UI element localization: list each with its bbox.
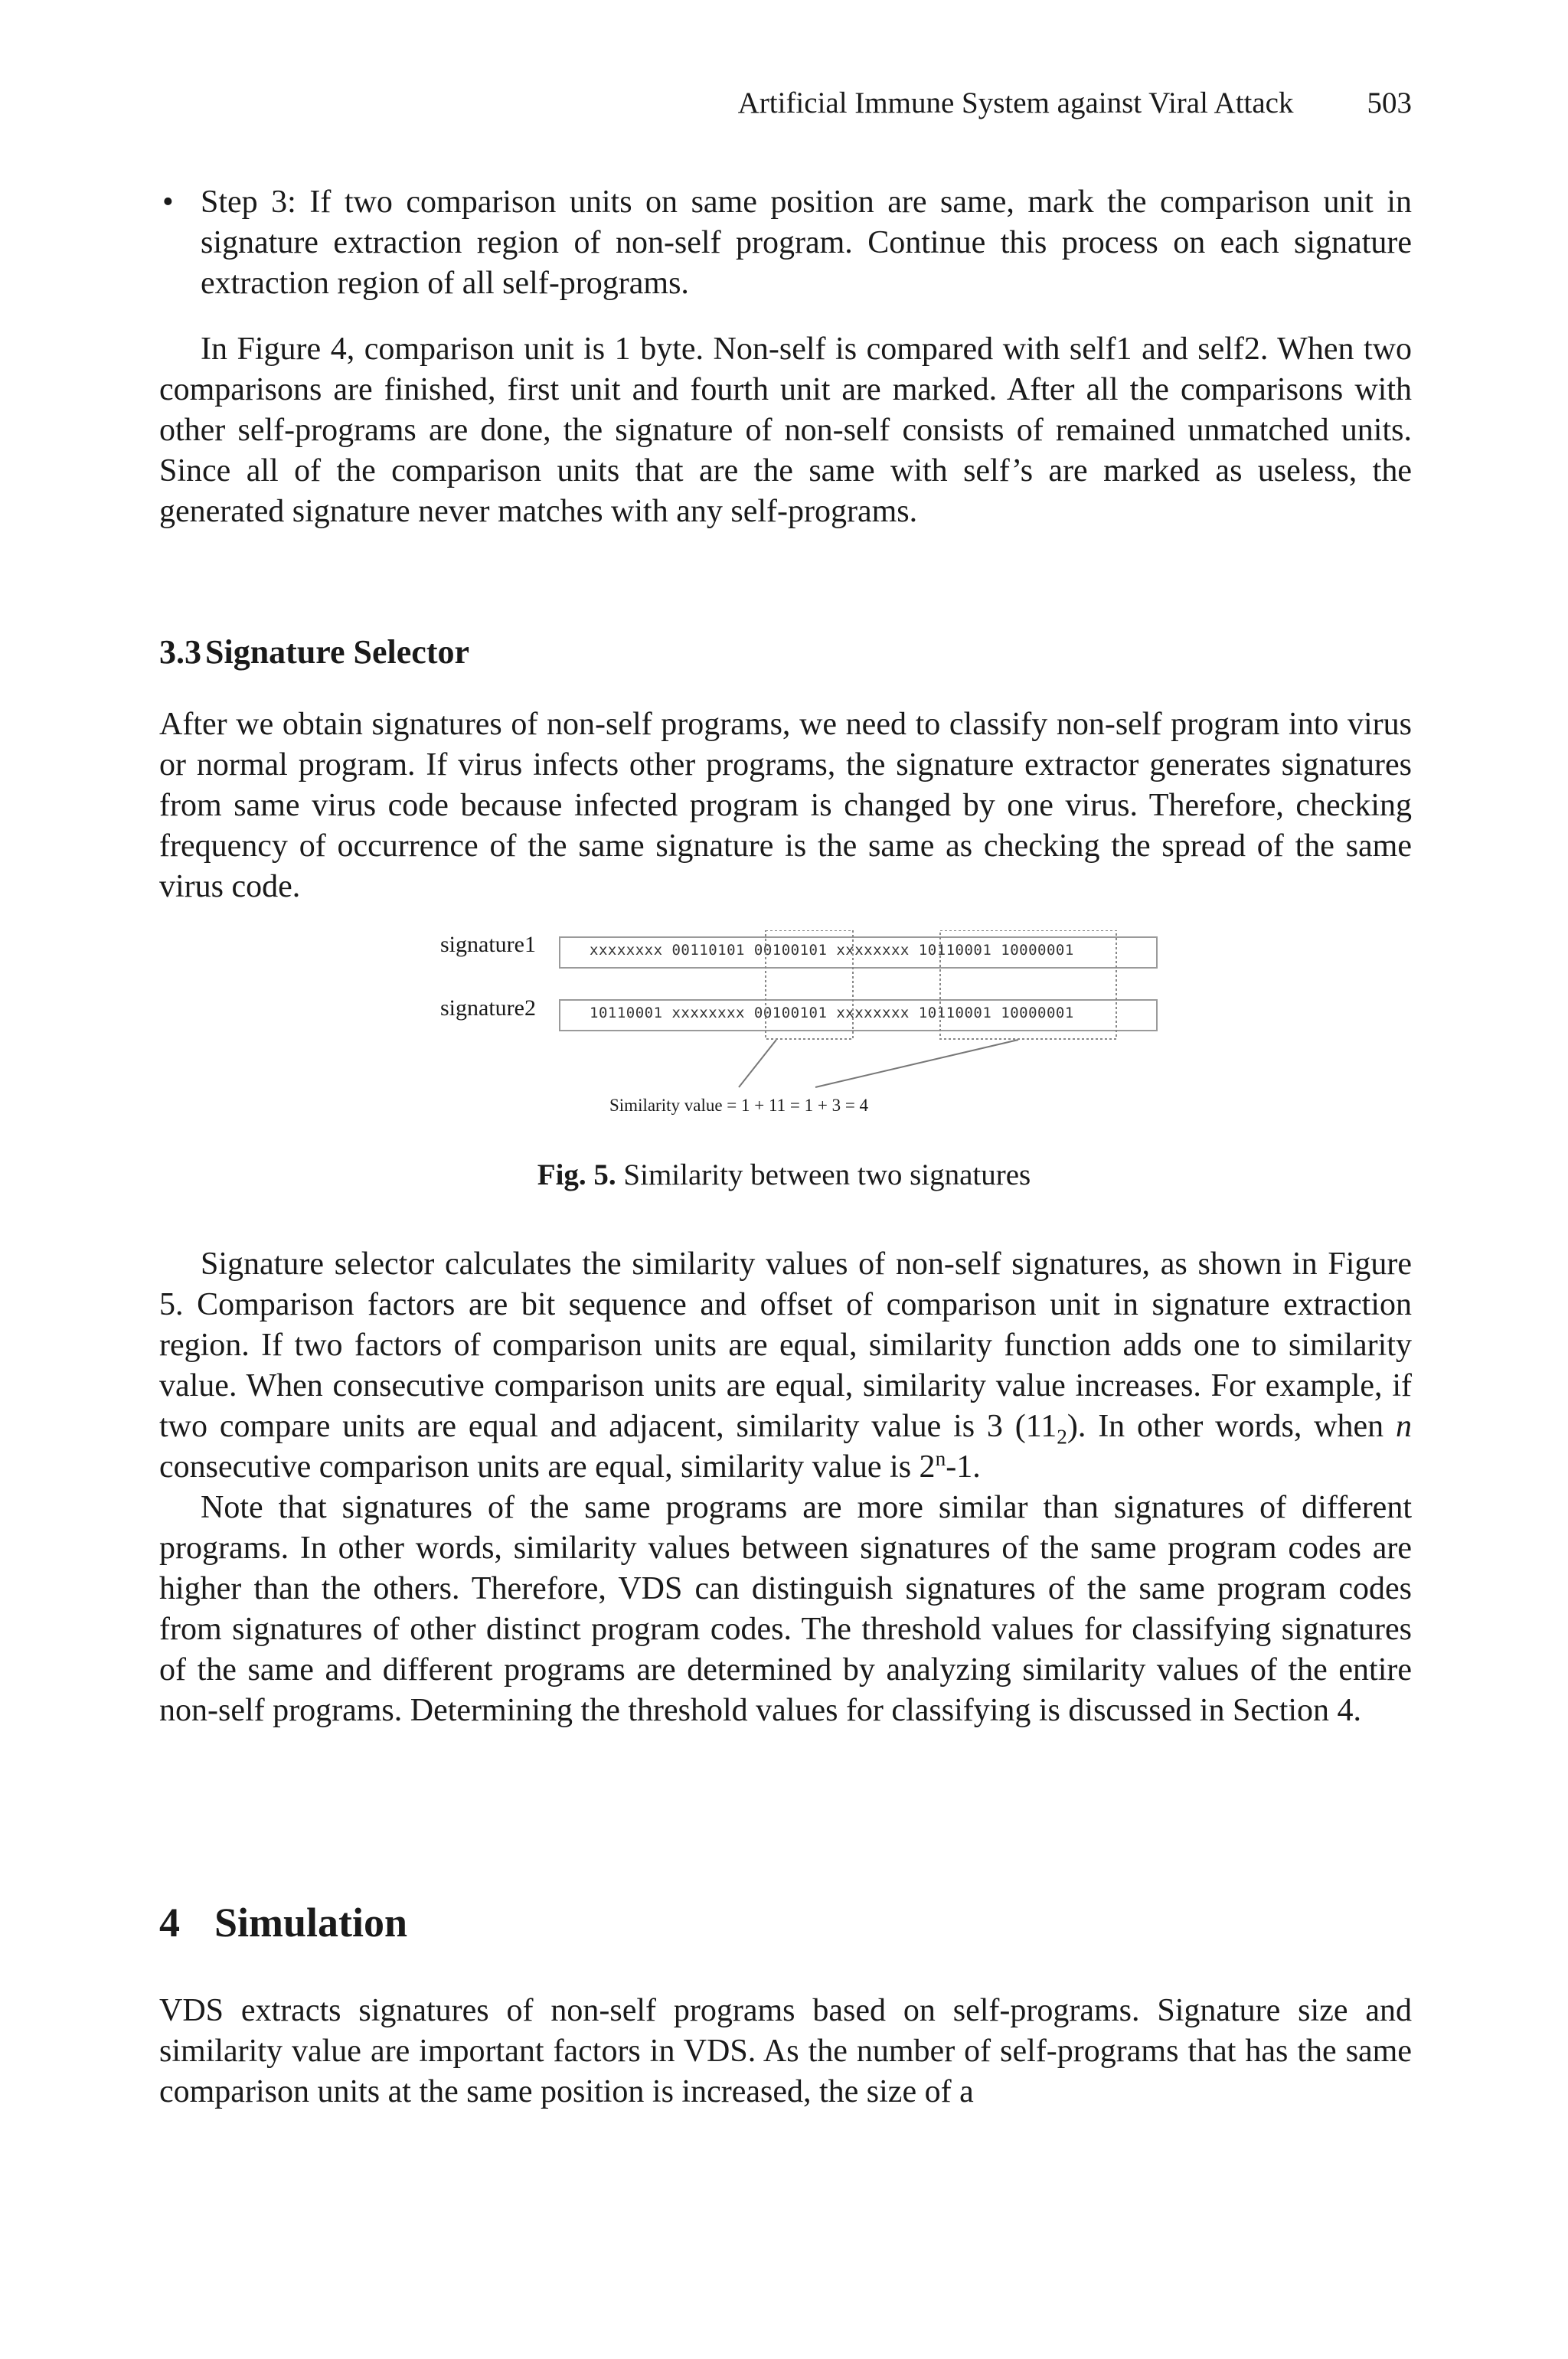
variable-n: n [1396,1409,1412,1444]
figure-5-caption [0,1158,1568,1192]
section-title: Simulation [214,1900,408,1946]
signature2-label: signature2 [440,995,536,1021]
subscript-2: 2 [1057,1425,1067,1449]
similarity-text-part4: -1. [946,1449,981,1485]
leader-line-unit3 [739,1040,776,1087]
page-number: 503 [1367,87,1412,119]
signature2-bits: 10110001 xxxxxxxx 00100101 xxxxxxxx 10110001 10000001 [590,1005,1074,1021]
paragraph-note-text: Note that signatures of the same programs are more similar than signatures of different programs. In other words, similarity values between signatures of the same program codes are higher than the others. Therefore, VDS can distinguish signatures of the same program codes from signatures of other distinct program codes. The threshold values for classifying signatures of the same and different programs are determined by analyzing similarity values of the entire non-self programs. Determining the threshold values for classifying is discussed in Section 4. [159,1490,1412,1728]
paragraph-figure4-text: In Figure 4, comparison unit is 1 byte. Non-self is compared with self1 and self2. When two comparisons are finished, first unit and fourth unit are marked. After all the comparisons with other self-programs are done, the signature of non-self consists of remained unmatched units. Since all of the comparison units that are the same with self’s are marked as useless, the generated signature never matches with any self-programs. [159,332,1412,529]
paragraph-similarity-text [159,1244,1412,1488]
paragraph-signature-selector-text: After we obtain signatures of non-self programs, we need to classify non-self program into virus or normal program. If virus infects other programs, the signature extractor generates signatures from same virus code because infected program is changed by one virus. Therefore, checking frequency of occurrence of the same signature is the same as checking the spread of the same virus code. [159,707,1412,904]
paragraph-figure4 [159,329,1412,532]
paragraph-simulation [159,1991,1412,2112]
paragraph-simulation-text: VDS extracts signatures of non-self programs based on self-programs. Signature size and similarity value are important factors in VDS. As the number of self-programs that has the same comparison units at the same position is increased, the size of a [159,1993,1412,2109]
running-title: Artificial Immune System against Viral Attack [737,87,1294,119]
figure-5 [429,930,1194,1145]
caption-label: Fig. 5. [537,1158,616,1191]
section-title: Signature Selector [205,633,470,671]
paragraph-similarity [159,1244,1412,1731]
similarity-text-part3: consecutive comparison units are equal, similarity value is 2 [159,1449,936,1485]
superscript-n: n [935,1447,946,1470]
similarity-text-part1: Signature selector calculates the similarity values of non-self signatures, as shown in Figure 5. Comparison factors are bit sequence and offset of comparison unit in signature extraction region. If two factors of comparison units are equal, similarity function adds one to similarity value. When consecutive comparison units are equal, similarity value increases. For example, if two compare units are equal and adjacent, similarity value is 3 (11 [159,1246,1412,1444]
bullet-dot-icon: • [162,185,174,220]
section-number: 4 [159,1900,180,1946]
section-number: 3.3 [159,633,201,671]
similarity-text-part2: ). In other words, when [1067,1409,1396,1444]
section-heading-3-3 [159,632,469,671]
similarity-value-label: Similarity value = 1 + 11 = 1 + 3 = 4 [609,1096,869,1115]
running-header [159,86,1412,120]
match-box-unit3 [766,930,853,1039]
caption-text: Similarity between two signatures [616,1158,1031,1191]
leader-line-units5-6 [815,1040,1018,1087]
section-heading-4 [159,1899,407,1946]
paragraph-signature-selector [159,704,1412,907]
bullet-step-3 [159,182,1412,304]
signature1-bits: xxxxxxxx 00110101 00100101 xxxxxxxx 10110001 10000001 [590,942,1074,959]
bullet-step-3-text: Step 3: If two comparison units on same position are same, mark the comparison unit in signature extraction region of non-self program. Continue this process on each signature extraction region of all self-programs. [201,185,1412,301]
signature1-label: signature1 [440,932,536,957]
match-box-units5-6 [940,930,1116,1039]
